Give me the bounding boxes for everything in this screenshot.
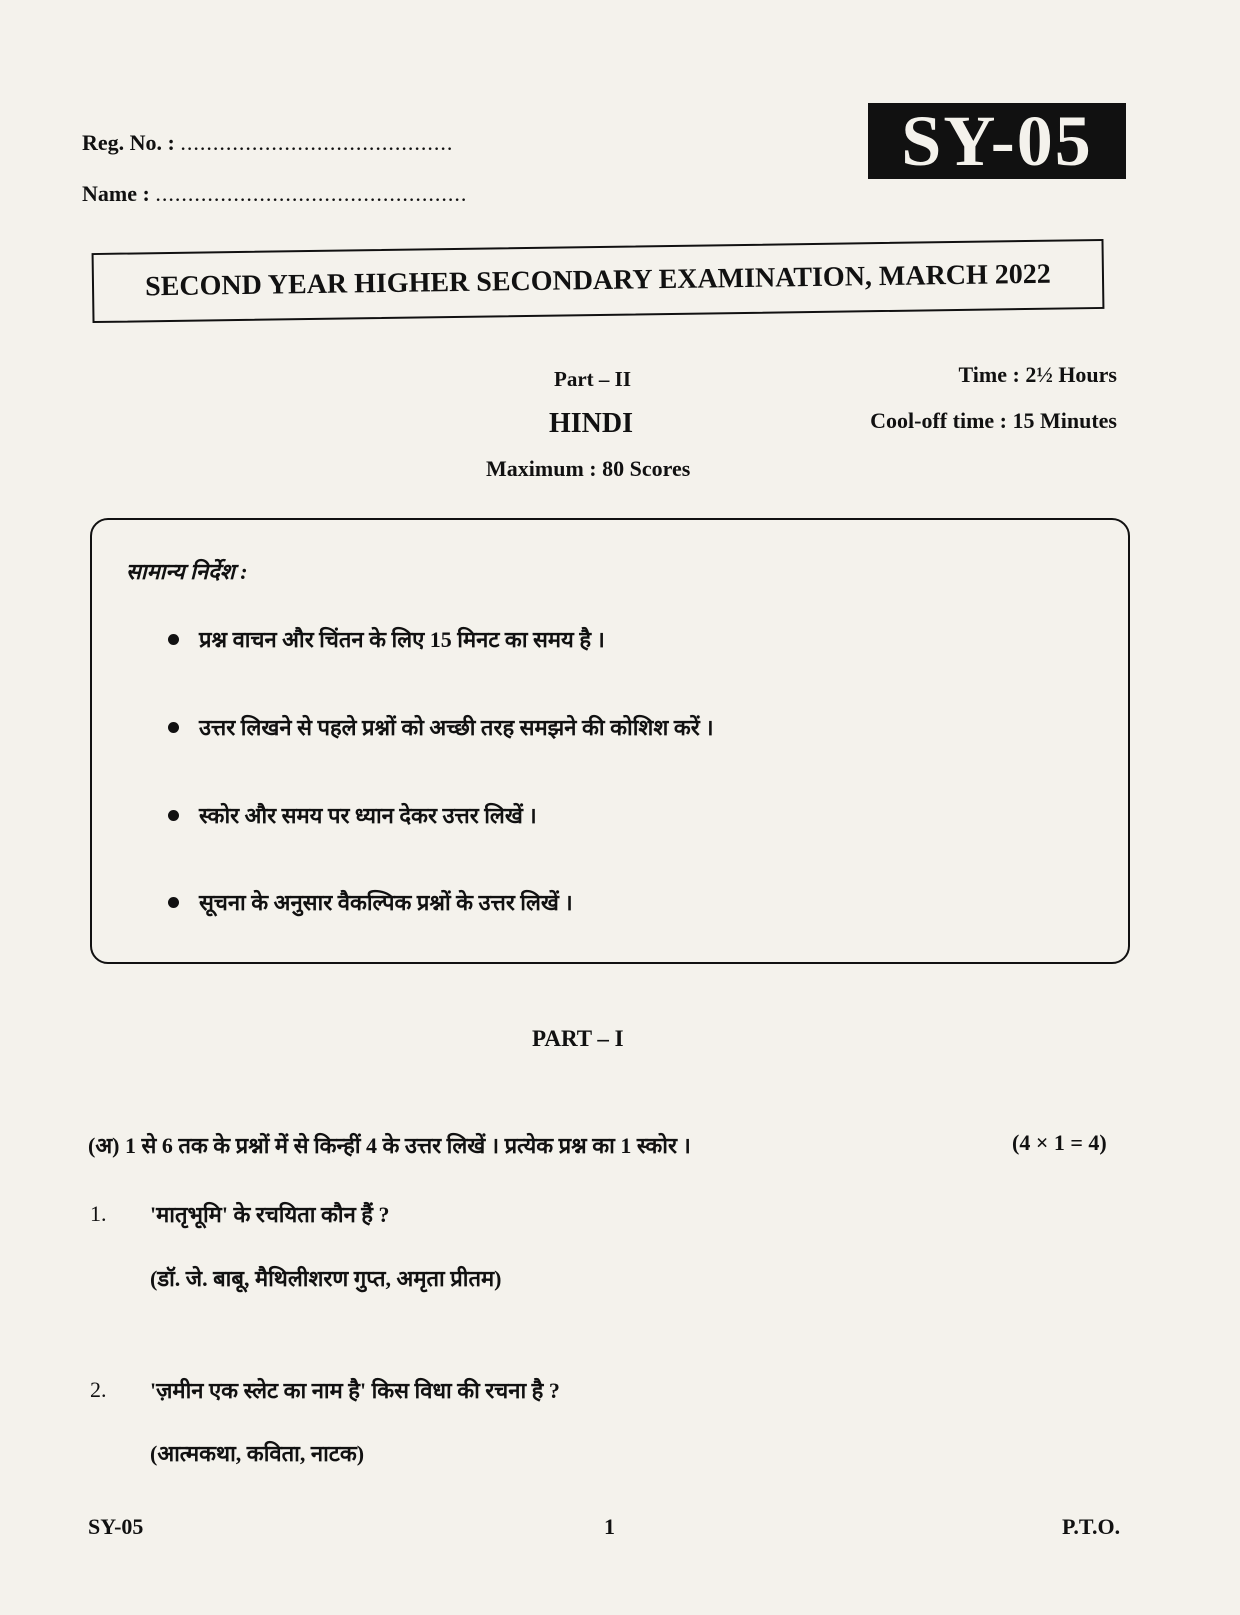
maximum-scores: Maximum : 80 Scores bbox=[486, 456, 691, 481]
name-label: Name : bbox=[82, 181, 150, 206]
instruction-item bbox=[168, 624, 605, 654]
reg-no-label: Reg. No. : bbox=[82, 130, 175, 155]
instruction-item bbox=[168, 712, 714, 742]
instruction-text: स्कोर और समय पर ध्यान देकर उत्तर लिखें । bbox=[199, 803, 537, 828]
instructions-heading: सामान्य निर्देश : bbox=[126, 559, 248, 584]
page-number: 1 bbox=[604, 1514, 615, 1539]
part-heading: PART – I bbox=[532, 1026, 624, 1051]
instruction-text: सूचना के अनुसार वैकल्पिक प्रश्नों के उत्तर लिखें । bbox=[199, 890, 573, 915]
question-text: 'ज़मीन एक स्लेट का नाम है' किस विधा की रचना है ? bbox=[150, 1378, 560, 1403]
reg-no-blank: .......................................... bbox=[180, 130, 454, 155]
section-score: (4 × 1 = 4) bbox=[1012, 1130, 1107, 1155]
subject-title: HINDI bbox=[549, 408, 634, 439]
bullet-icon bbox=[168, 634, 179, 645]
question-text: 'मातृभूमि' के रचयिता कौन हैं ? bbox=[150, 1202, 390, 1227]
bullet-icon bbox=[168, 810, 179, 821]
reg-no-field bbox=[82, 130, 453, 156]
question-options: (आत्मकथा, कविता, नाटक) bbox=[150, 1441, 365, 1466]
paper-part: Part – II bbox=[554, 367, 631, 391]
paper-code-box: SY-05 bbox=[868, 103, 1126, 179]
exam-time: Time : 2½ Hours bbox=[958, 362, 1117, 387]
cool-off-time: Cool-off time : 15 Minutes bbox=[870, 408, 1117, 433]
exam-title: SECOND YEAR HIGHER SECONDARY EXAMINATION, MARCH 2022 bbox=[92, 239, 1105, 323]
instruction-item bbox=[168, 800, 537, 830]
footer-paper-code: SY-05 bbox=[88, 1514, 144, 1539]
instruction-text: उत्तर लिखने से पहले प्रश्नों को अच्छी तरह समझने की कोशिश करें । bbox=[199, 715, 714, 740]
question-options: (डॉ. जे. बाबू, मैथिलीशरण गुप्त, अमृता प्रीतम) bbox=[150, 1266, 502, 1291]
bullet-icon bbox=[168, 722, 179, 733]
please-turn-over: P.T.O. bbox=[1062, 1514, 1121, 1539]
instruction-item bbox=[168, 887, 573, 917]
section-instruction: (अ) 1 से 6 तक के प्रश्नों में से किन्हीं 4 के उत्तर लिखें । प्रत्येक प्रश्न का 1 स्कोर । bbox=[88, 1133, 691, 1158]
instruction-text: प्रश्न वाचन और चिंतन के लिए 15 मिनट का समय है । bbox=[199, 627, 605, 652]
bullet-icon bbox=[168, 897, 179, 908]
name-field bbox=[82, 181, 467, 207]
question-number: 1. bbox=[90, 1201, 107, 1226]
name-blank: ................................................ bbox=[155, 181, 468, 206]
question-number: 2. bbox=[90, 1377, 107, 1402]
